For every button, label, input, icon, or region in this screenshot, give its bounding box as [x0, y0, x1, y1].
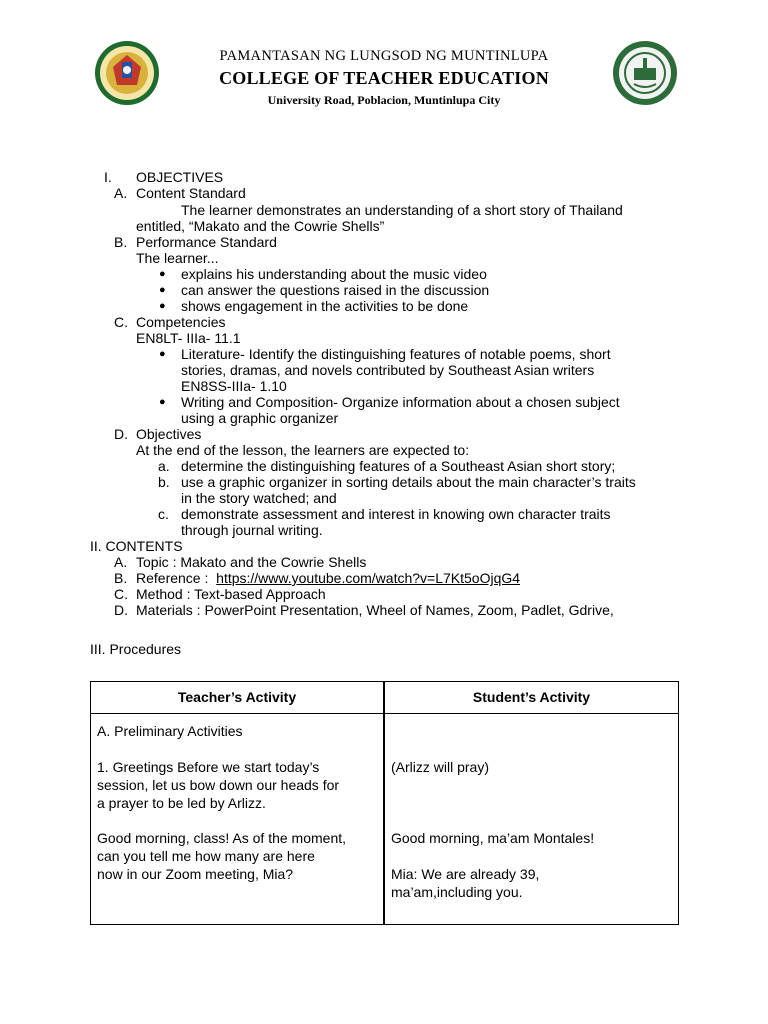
- reference-link[interactable]: https://www.youtube.com/watch?v=L7Kt5oOjqG4: [216, 570, 521, 586]
- preliminary-activities: A. Preliminary Activities: [97, 723, 243, 739]
- performance-standard-intro: The learner...: [136, 250, 219, 266]
- item-letter-b: B.: [114, 234, 128, 250]
- teacher-line: a prayer to be led by Arlizz.: [97, 795, 266, 811]
- bullet-item: ● explains his understanding about the music video: [181, 266, 487, 282]
- teacher-line: Good morning, class! As of the moment,: [97, 830, 347, 846]
- performance-standard-label: Performance Standard: [136, 234, 277, 250]
- college-name: COLLEGE OF TEACHER EDUCATION: [219, 68, 549, 88]
- teacher-activity-cell: [91, 714, 385, 925]
- content-standard-text: entitled, “Makato and the Cowrie Shells”: [136, 218, 385, 234]
- item-letter-d: D.: [114, 426, 128, 442]
- objectives-label: Objectives: [136, 426, 202, 442]
- table-row: [91, 714, 679, 925]
- bullet-continuation: EN8SS-IIIa- 1.10: [181, 378, 287, 394]
- contents-reference: [136, 570, 520, 586]
- activity-table: [90, 681, 679, 925]
- bullet-item: ● shows engagement in the activities to be done: [181, 298, 468, 314]
- competency-code: EN8LT- IIIa- 11.1: [136, 330, 241, 346]
- objective-item: demonstrate assessment and interest in knowing own character traits: [181, 506, 611, 522]
- teacher-line: session, let us bow down our heads for: [97, 777, 340, 793]
- objective-item: in the story watched; and: [181, 490, 337, 506]
- sub-letter-b: b.: [158, 474, 170, 490]
- content-standard-text: The learner demonstrates an understanding of a short story of Thailand: [181, 202, 623, 218]
- objective-item: through journal writing.: [181, 522, 323, 538]
- student-line: ma’am,including you.: [391, 884, 523, 900]
- student-line: Good morning, ma’am Montales!: [391, 830, 595, 846]
- contents-materials: Materials : PowerPoint Presentation, Wheel of Names, Zoom, Padlet, Gdrive,: [136, 602, 614, 618]
- document-header: [0, 0, 768, 130]
- item-letter-c: C.: [114, 314, 128, 330]
- teacher-line: can you tell me how many are here: [97, 848, 315, 864]
- cte-seal-icon: [612, 40, 678, 106]
- item-letter-a: A.: [114, 554, 128, 570]
- bullet-item: ● can answer the questions raised in the discussion: [181, 282, 489, 298]
- item-letter-a: A.: [114, 185, 128, 201]
- reference-label: Reference :: [136, 570, 209, 586]
- objectives-intro: At the end of the lesson, the learners are expected to:: [136, 442, 470, 458]
- bullet-continuation: stories, dramas, and novels contributed by Southeast Asian writers: [181, 362, 595, 378]
- sub-letter-a: a.: [158, 458, 170, 474]
- bullet-continuation: using a graphic organizer: [181, 410, 339, 426]
- college-address: University Road, Poblacion, Muntinlupa City: [267, 93, 501, 107]
- teacher-activity-header: Teacher’s Activity: [91, 682, 385, 714]
- teacher-line: 1. Greetings Before we start today’s: [97, 759, 320, 775]
- section-numeral-1: I.: [104, 169, 112, 185]
- university-name: PAMANTASAN NG LUNGSOD NG MUNTINLUPA: [219, 48, 549, 64]
- objective-item: use a graphic organizer in sorting details about the main character’s traits: [181, 474, 636, 490]
- sub-letter-c: c.: [158, 506, 169, 522]
- competencies-label: Competencies: [136, 314, 226, 330]
- student-line: Mia: We are already 39,: [391, 866, 540, 882]
- bullet-item: ● Literature- Identify the distinguishing features of notable poems, short: [181, 346, 611, 362]
- student-line: (Arlizz will pray): [391, 759, 489, 775]
- contents-method: Method : Text-based Approach: [136, 586, 326, 602]
- item-letter-c: C.: [114, 586, 128, 602]
- content-standard-label: Content Standard: [136, 185, 246, 201]
- objective-item: determine the distinguishing features of a Southeast Asian short story;: [181, 458, 616, 474]
- item-letter-b: B.: [114, 570, 128, 586]
- contents-topic: Topic : Makato and the Cowrie Shells: [136, 554, 367, 570]
- section-procedures-heading: III. Procedures: [90, 641, 182, 657]
- item-letter-d: D.: [114, 602, 128, 618]
- teacher-line: now in our Zoom meeting, Mia?: [97, 866, 294, 882]
- bullet-item: ● Writing and Composition- Organize information about a chosen subject: [181, 394, 620, 410]
- table-header-row: [91, 682, 679, 714]
- section-contents-heading: II. CONTENTS: [90, 538, 183, 554]
- section-objectives-heading: OBJECTIVES: [136, 169, 224, 185]
- student-activity-cell: [384, 714, 679, 925]
- student-activity-header: Student’s Activity: [384, 682, 679, 714]
